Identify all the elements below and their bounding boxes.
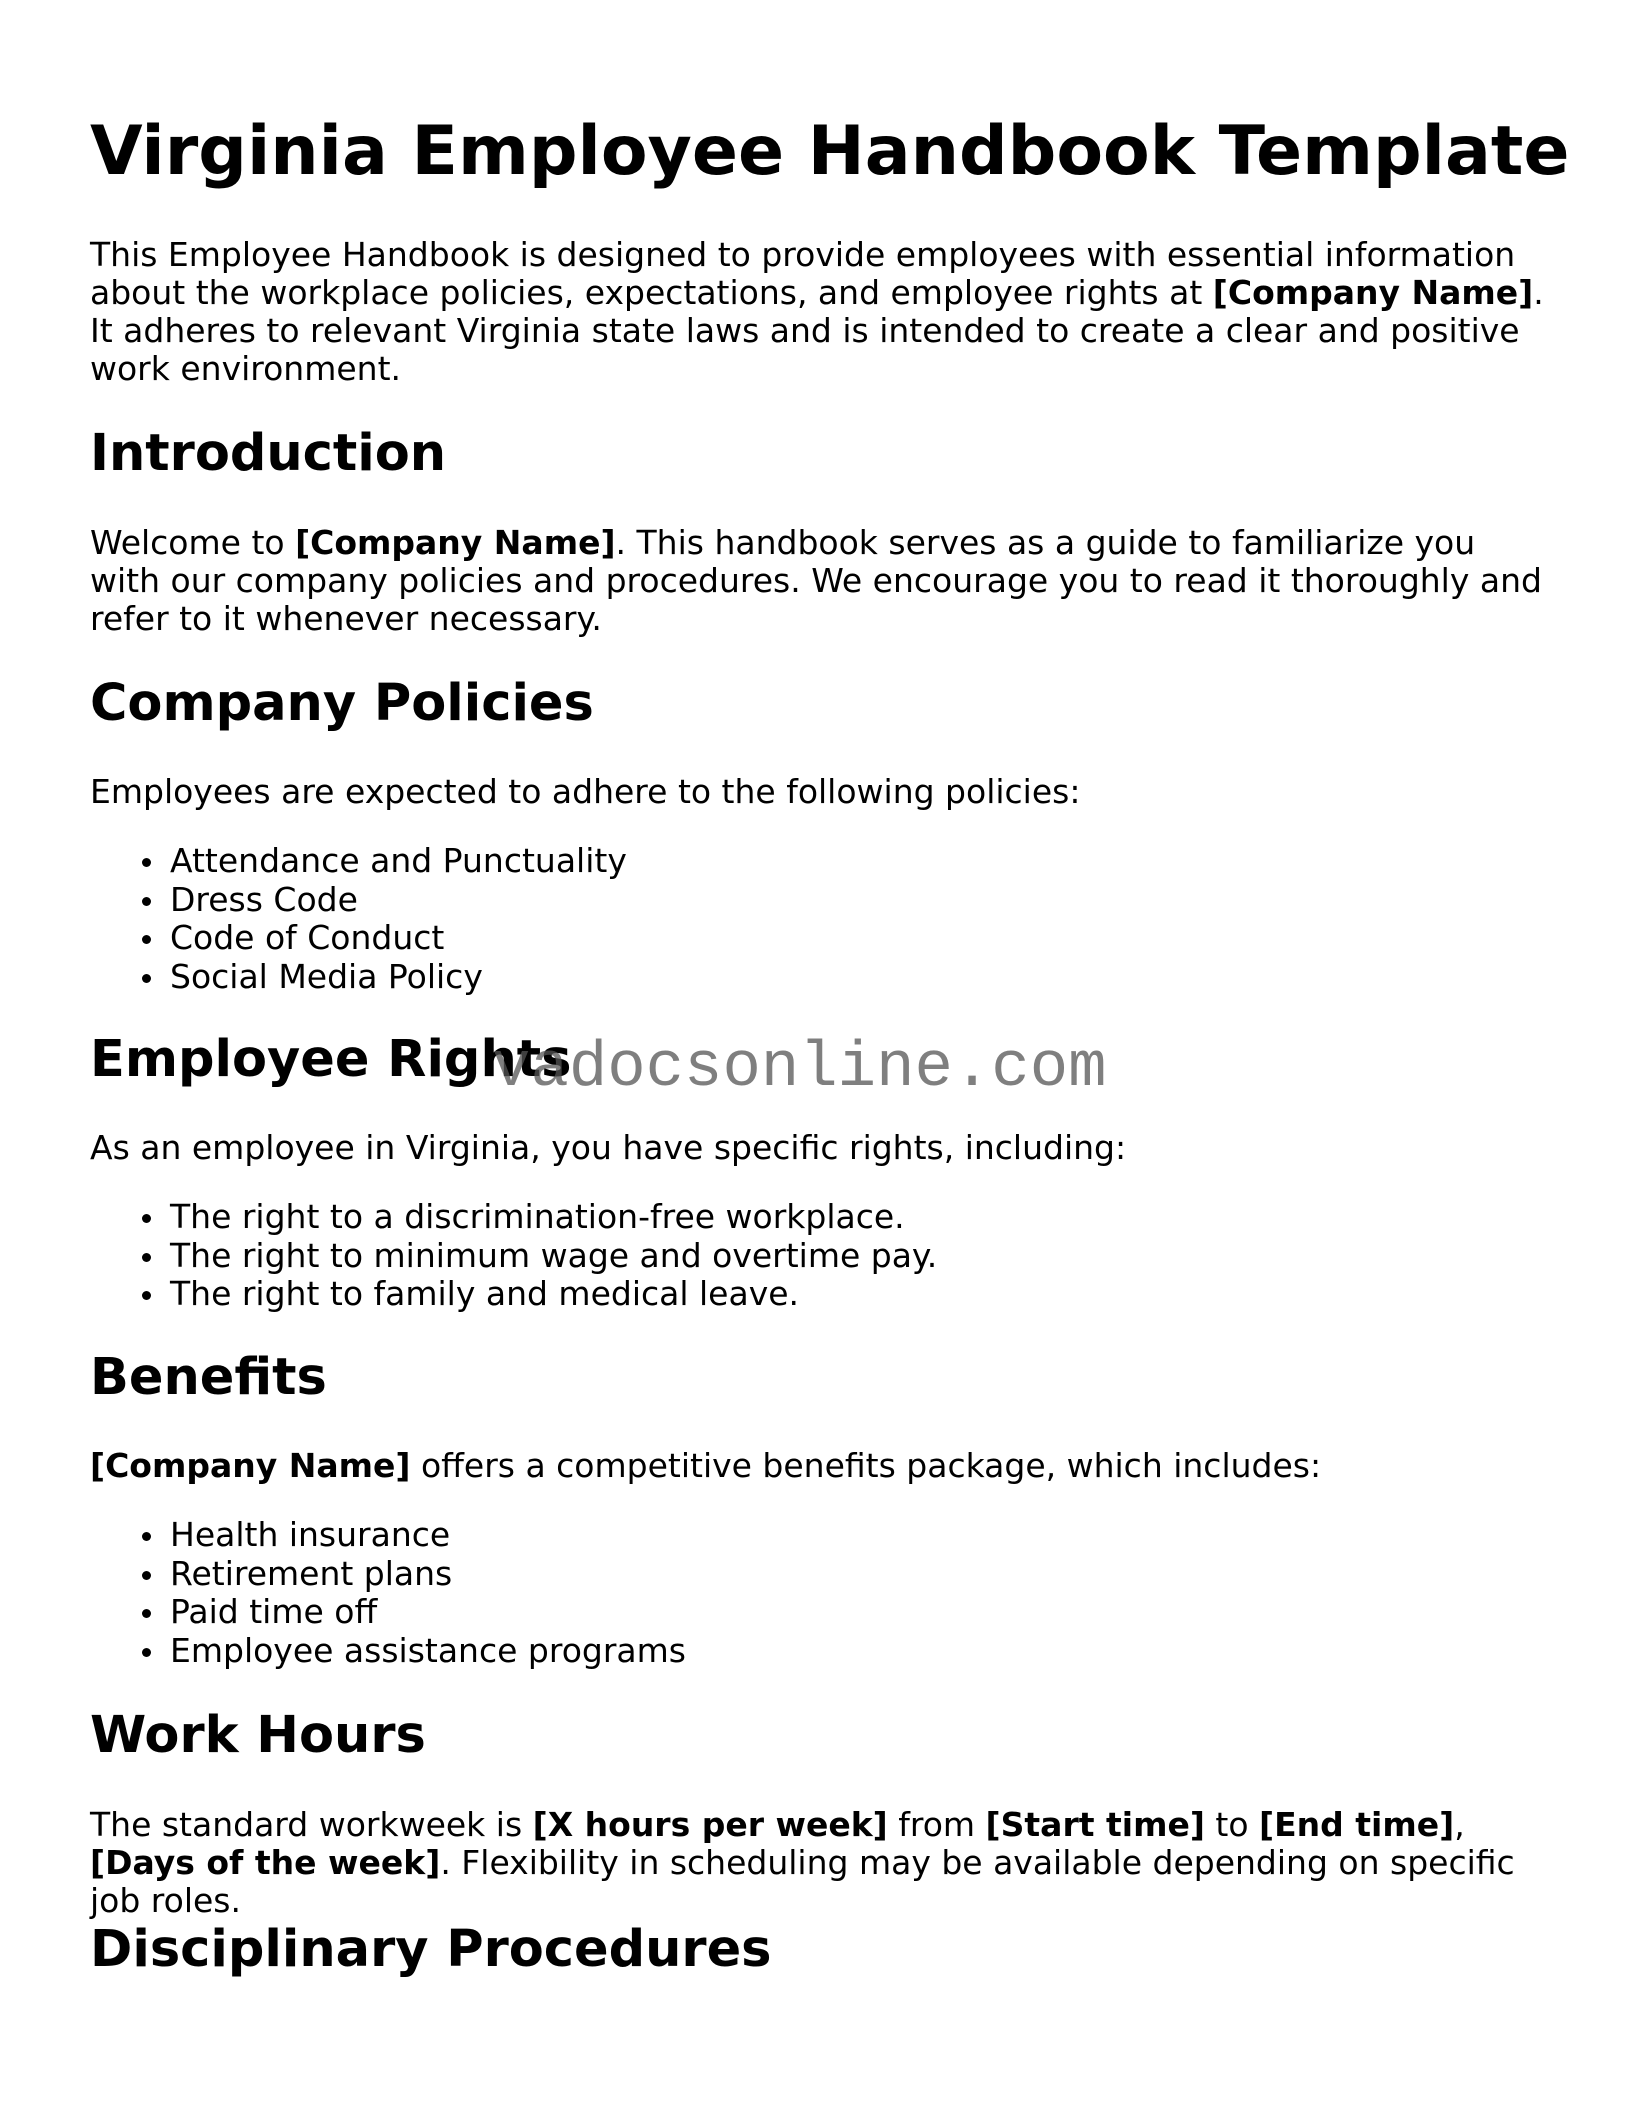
company-policies-heading: Company Policies [90, 674, 594, 733]
benefits-lead: [Company Name] offers a competitive benefits package, which includes: [90, 1446, 1322, 1485]
list-item: The right to minimum wage and overtime pay. [170, 1235, 938, 1275]
list-item: Code of Conduct [170, 919, 627, 958]
disciplinary-procedures-heading: Disciplinary Procedures [90, 1920, 772, 1979]
list-item: The right to a discrimination-free workplace. [170, 1198, 937, 1237]
employee-rights-list [90, 1198, 937, 1314]
benefits-list [90, 1516, 686, 1670]
list-item: Dress Code [170, 881, 627, 920]
list-item: Paid time off [170, 1593, 686, 1632]
work-hours-heading: Work Hours [90, 1706, 426, 1765]
introduction-heading: Introduction [90, 424, 447, 483]
company-name-placeholder: [Company Name] [90, 1446, 411, 1485]
employee-rights-lead: As an employee in Virginia, you have specific rights, including: [90, 1128, 1127, 1167]
company-name-placeholder: [Company Name] [295, 523, 616, 562]
list-item: Employee assistance programs [170, 1630, 686, 1670]
list-item: Attendance and Punctuality [170, 841, 627, 880]
benefits-heading: Benefits [90, 1348, 327, 1407]
watermark: vadocsonline.com [492, 1033, 1107, 1105]
company-name-placeholder: [Company Name] [1212, 273, 1534, 312]
list-item: Retirement plans [170, 1555, 686, 1594]
employee-rights-heading: Employee Rights [90, 1030, 572, 1089]
list-item: Social Media Policy [170, 958, 627, 997]
list-item: The right to family and medical leave. [170, 1275, 937, 1314]
company-policies-list [90, 842, 627, 996]
document-title: Virginia Employee Handbook Template [90, 112, 1570, 191]
work-hours-paragraph: The standard workweek is [X hours per week] from [Start time] to [End time], [Days of the week]. Flexibility in scheduling may be available depending on specific job roles. [90, 1805, 1515, 1920]
intro-paragraph: This Employee Handbook is designed to provide employees with essential information about the workplace policies, expectations, and employee rights at [Company Name]. It adheres to relevant Virginia state laws and is intended to create a clear and positive work environment. [90, 235, 1544, 388]
company-policies-lead: Employees are expected to adhere to the following policies: [90, 772, 1081, 811]
list-item: Health insurance [170, 1516, 686, 1555]
introduction-paragraph: Welcome to [Company Name]. This handbook serves as a guide to familiarize you with our company policies and procedures. We encourage you to read it thoroughly and refer to it whenever necessary. [90, 523, 1542, 638]
